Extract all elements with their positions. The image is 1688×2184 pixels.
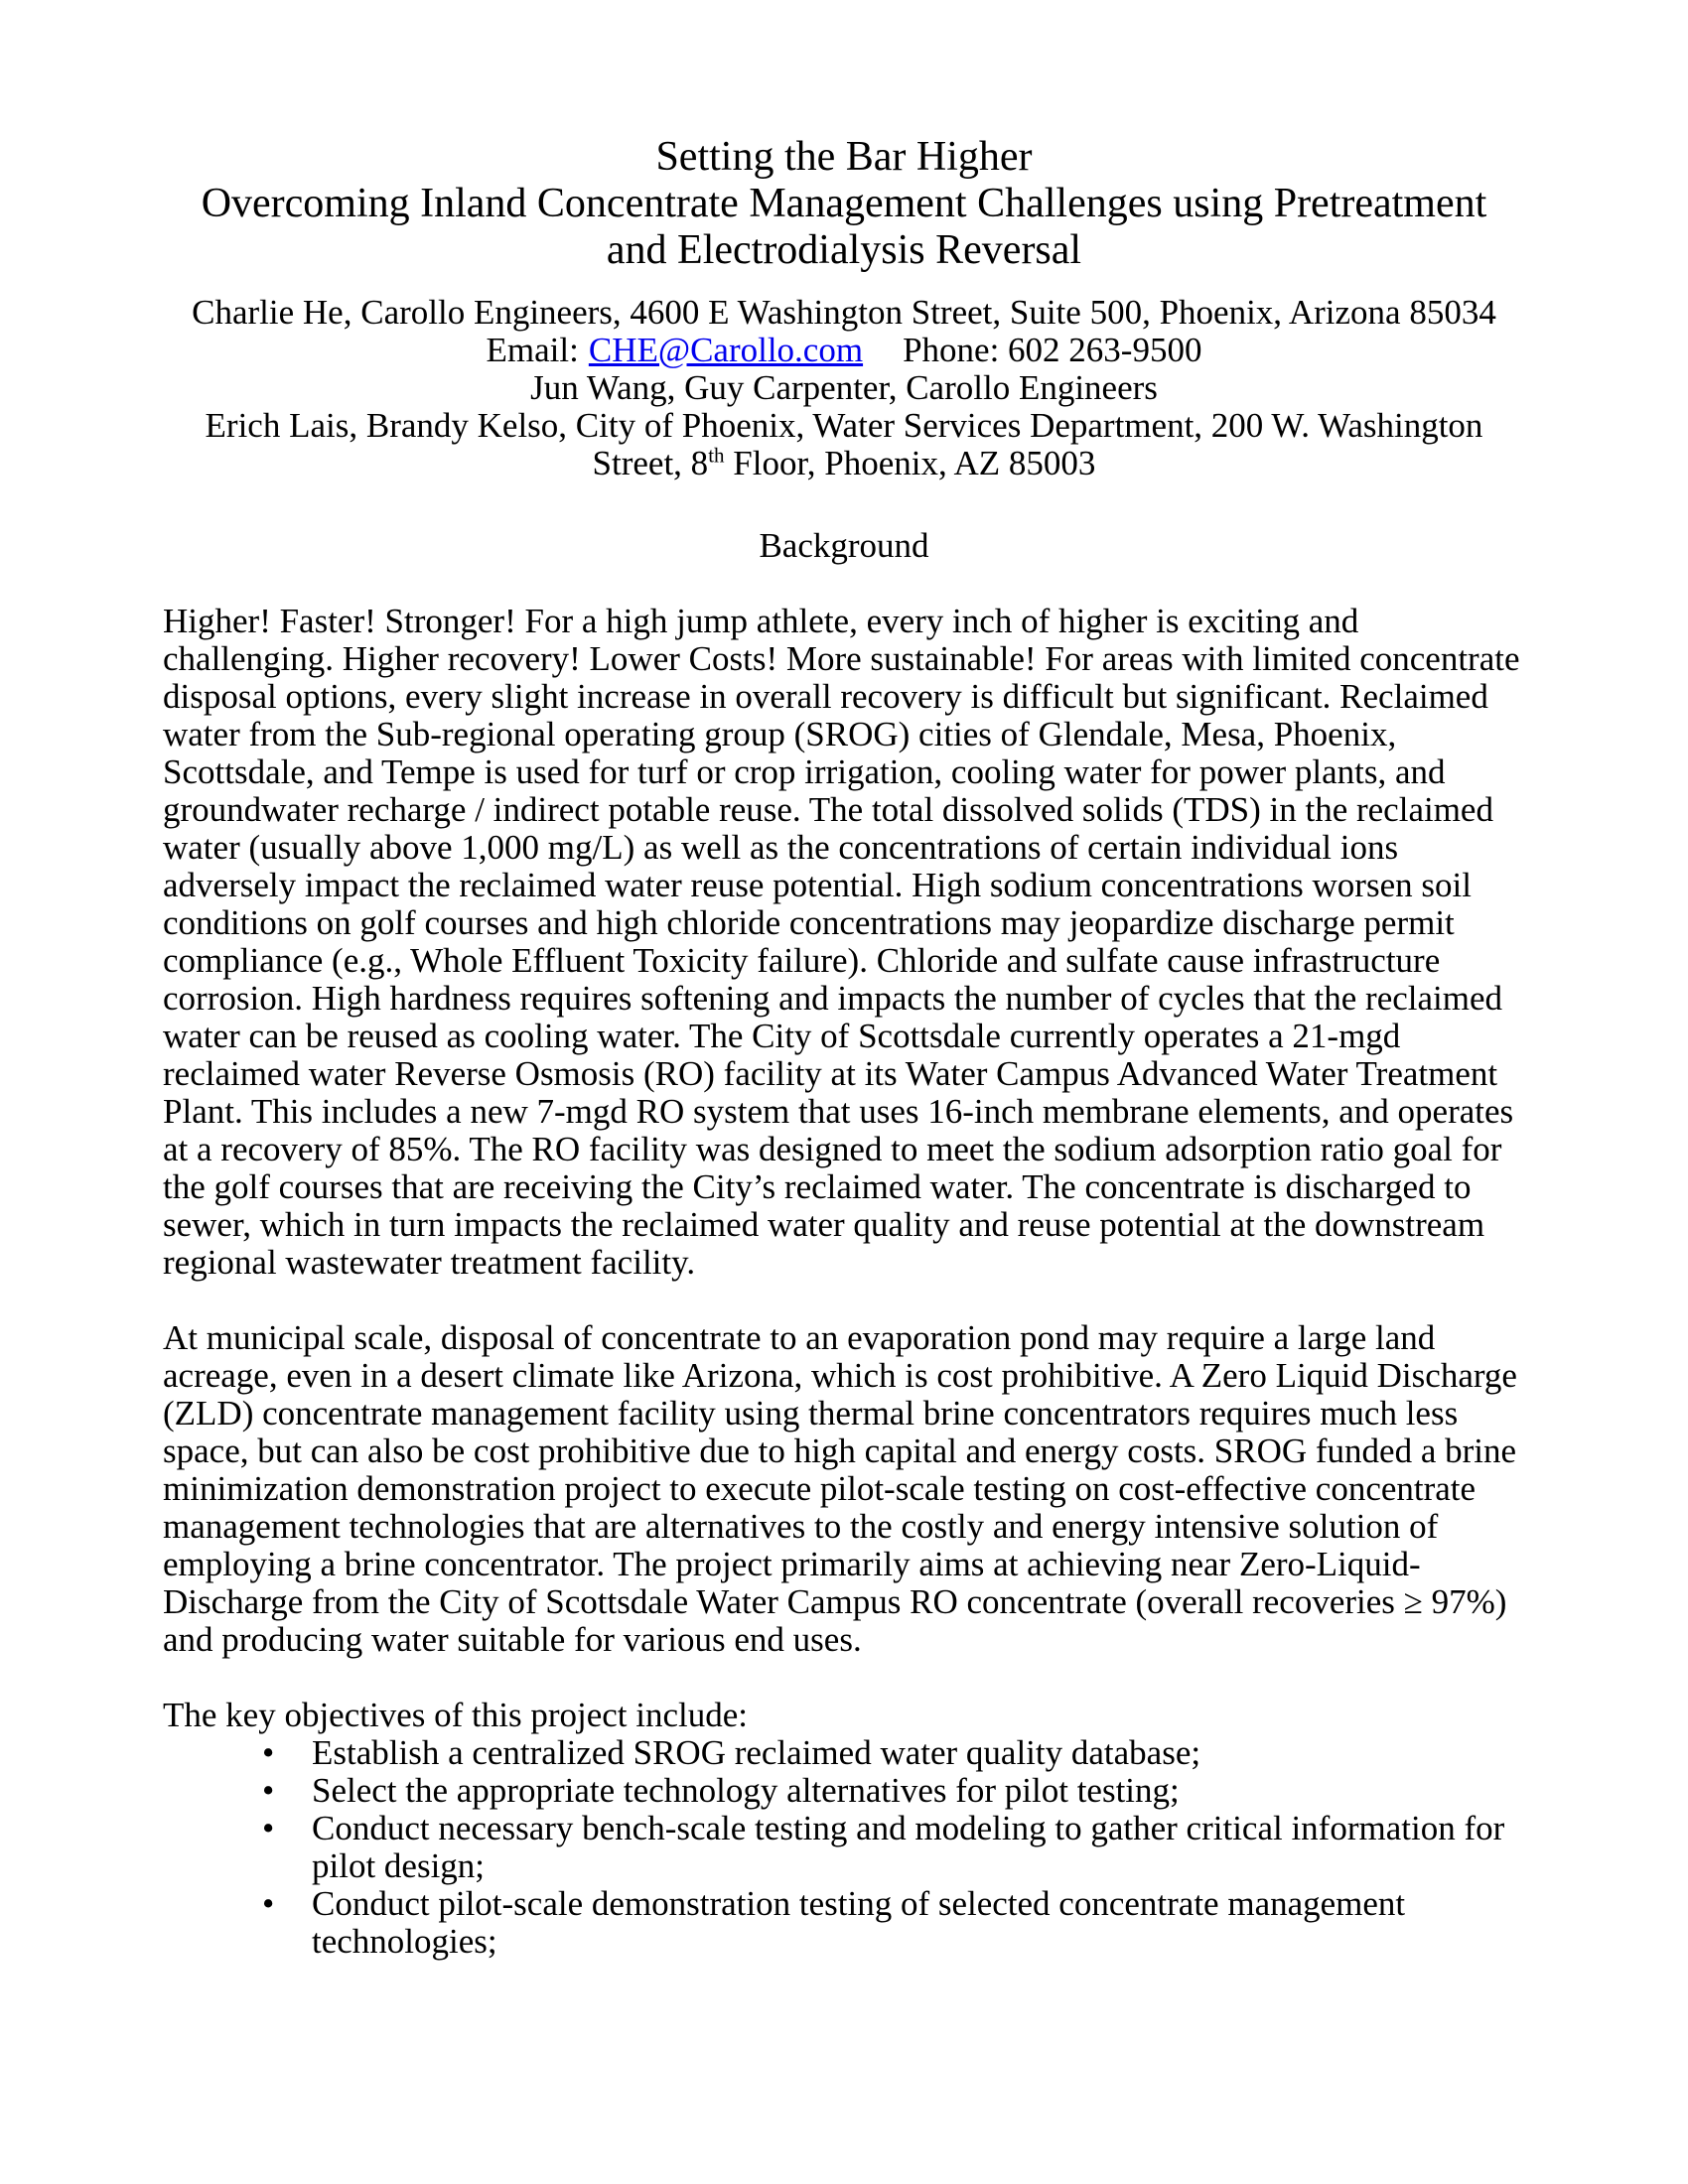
objective-item-text: Conduct necessary bench-scale testing and modeling to gather critical information for pilot design; (312, 1809, 1505, 1885)
email-link[interactable]: CHE@Carollo.com (588, 331, 864, 369)
email-label: Email: (486, 331, 579, 369)
bullet-icon: • (262, 1884, 275, 1923)
phone-number: Phone: 602 263-9500 (903, 331, 1202, 369)
bullet-icon: • (262, 1809, 275, 1847)
objective-item-4 (163, 1885, 1525, 1961)
background-heading: Background (759, 526, 929, 565)
authors-block (163, 294, 1525, 482)
address-line-post: Floor, Phoenix, AZ 85003 (724, 444, 1096, 482)
bullet-icon: • (262, 1733, 275, 1772)
objective-item-text: Select the appropriate technology alternatives for pilot testing; (312, 1771, 1180, 1810)
address-line-pre: Street, 8 (592, 444, 709, 482)
document-title-line-3: and Electrodialysis Reversal (606, 227, 1082, 273)
coauthors-line: Jun Wang, Guy Carpenter, Carollo Engineers (530, 368, 1158, 407)
document-title-line-1: Setting the Bar Higher (655, 134, 1033, 180)
ordinal-superscript: th (708, 443, 725, 468)
document-title-line-2: Overcoming Inland Concentrate Management Challenges using Pretreatment (201, 181, 1487, 226)
city-authors-line: Erich Lais, Brandy Kelso, City of Phoenix, Water Services Department, 200 W. Washington (205, 406, 1483, 445)
city-authors-address (163, 407, 1525, 482)
objective-item-2 (163, 1772, 1525, 1810)
background-paragraph-1: Higher! Faster! Stronger! For a high jump athlete, every inch of higher is exciting and challenging. Higher recovery! Lower Costs! More sustainable! For areas with limited concentrate disposal options, every slight increase in overall recovery is difficult but significant. Reclaimed water from the Sub-regional operating group (SROG) cities of Glendale, Mesa, Phoenix, Scottsdale, and Tempe is used for turf or crop irrigation, cooling water for power plants, and groundwater recharge / indirect potable reuse. The total dissolved solids (TDS) in the reclaimed water (usually above 1,000 mg/L) as well as the concentrations of certain individual ions adversely impact the reclaimed water reuse potential. High sodium concentrations worsen soil conditions on golf courses and high chloride concentrations may jeopardize discharge permit compliance (e.g., Whole Effluent Toxicity failure). Chloride and sulfate cause infrastructure corrosion. High hardness requires softening and impacts the number of cycles that the reclaimed water can be reused as cooling water. The City of Scottsdale currently operates a 21-mgd reclaimed water Reverse Osmosis (RO) facility at its Water Campus Advanced Water Treatment Plant. This includes a new 7-mgd RO system that uses 16-inch membrane elements, and operates at a recovery of 85%. The RO facility was designed to meet the sodium adsorption ratio goal for the golf courses that are receiving the City’s reclaimed water. The concentrate is discharged to sewer, which in turn impacts the reclaimed water quality and reuse potential at the downstream regional wastewater treatment facility. (163, 602, 1520, 1282)
objective-item-text: Conduct pilot-scale demonstration testing of selected concentrate management technologies; (312, 1884, 1406, 1961)
bullet-icon: • (262, 1771, 275, 1810)
author-affiliation-line: Charlie He, Carollo Engineers, 4600 E Washington Street, Suite 500, Phoenix, Arizona 85034 (192, 293, 1496, 332)
contact-line (163, 332, 1525, 369)
objectives-intro: The key objectives of this project include: (163, 1696, 748, 1734)
objective-item-3 (163, 1810, 1525, 1885)
objective-item-text: Establish a centralized SROG reclaimed water quality database; (312, 1733, 1201, 1772)
document-title (163, 134, 1525, 274)
objective-item-1 (163, 1734, 1525, 1772)
background-paragraph-2: At municipal scale, disposal of concentrate to an evaporation pond may require a large land acreage, even in a desert climate like Arizona, which is cost prohibitive. A Zero Liquid Discharge (ZLD) concentrate management facility using thermal brine concentrators requires much less space, but can also be cost prohibitive due to high capital and energy costs. SROG funded a brine minimization demonstration project to execute pilot-scale testing on cost-effective concentrate management technologies that are alternatives to the costly and energy intensive solution of employing a brine concentrator. The project primarily aims at achieving near Zero-Liquid-Discharge from the City of Scottsdale Water Campus RO concentrate (overall recoveries ≥ 97%) and producing water suitable for various end uses. (163, 1318, 1517, 1659)
objectives-list (163, 1734, 1525, 1961)
